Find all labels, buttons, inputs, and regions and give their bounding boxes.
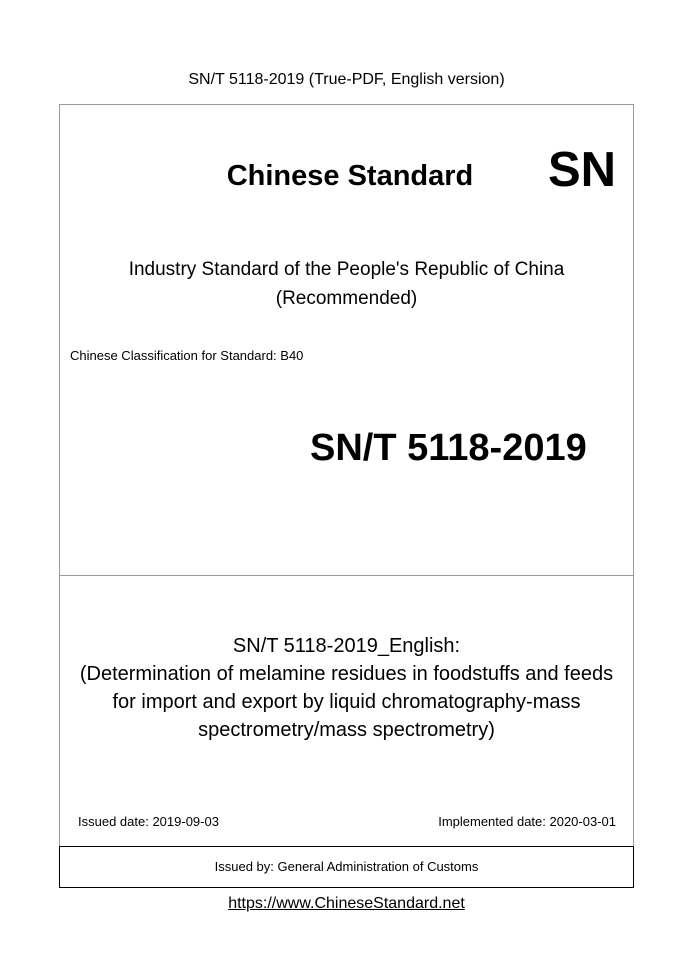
document-title-line: SN/T 5118-2019_English: — [232, 635, 461, 657]
document-title-line: spectrometry/mass spectrometry) — [198, 719, 495, 741]
recommended-label: (Recommended) — [275, 288, 418, 309]
website-link[interactable]: https://www.ChineseStandard.net — [228, 895, 465, 912]
issuer-text: Issued by: General Administration of Customs — [214, 859, 479, 874]
page-header-title: SN/T 5118-2019 (True-PDF, English version) — [188, 71, 505, 88]
classification-text: Chinese Classification for Standard: B40 — [70, 348, 304, 363]
issued-date: Issued date: 2019-09-03 — [78, 814, 219, 829]
industry-standard-line: Industry Standard of the People's Republic of China — [128, 259, 565, 280]
footer-link-container — [0, 894, 693, 914]
document-title-line: (Determination of melamine residues in foodstuffs and feeds — [79, 663, 614, 685]
document-title-line: for import and export by liquid chromatography-mass — [112, 691, 581, 713]
issuer-box — [59, 846, 634, 888]
document-title — [59, 632, 634, 744]
sn-mark: SN — [548, 143, 617, 197]
implemented-date: Implemented date: 2020-03-01 — [438, 814, 616, 829]
standard-heading: Chinese Standard — [226, 160, 474, 192]
standard-number: SN/T 5118-2019 — [310, 427, 587, 469]
